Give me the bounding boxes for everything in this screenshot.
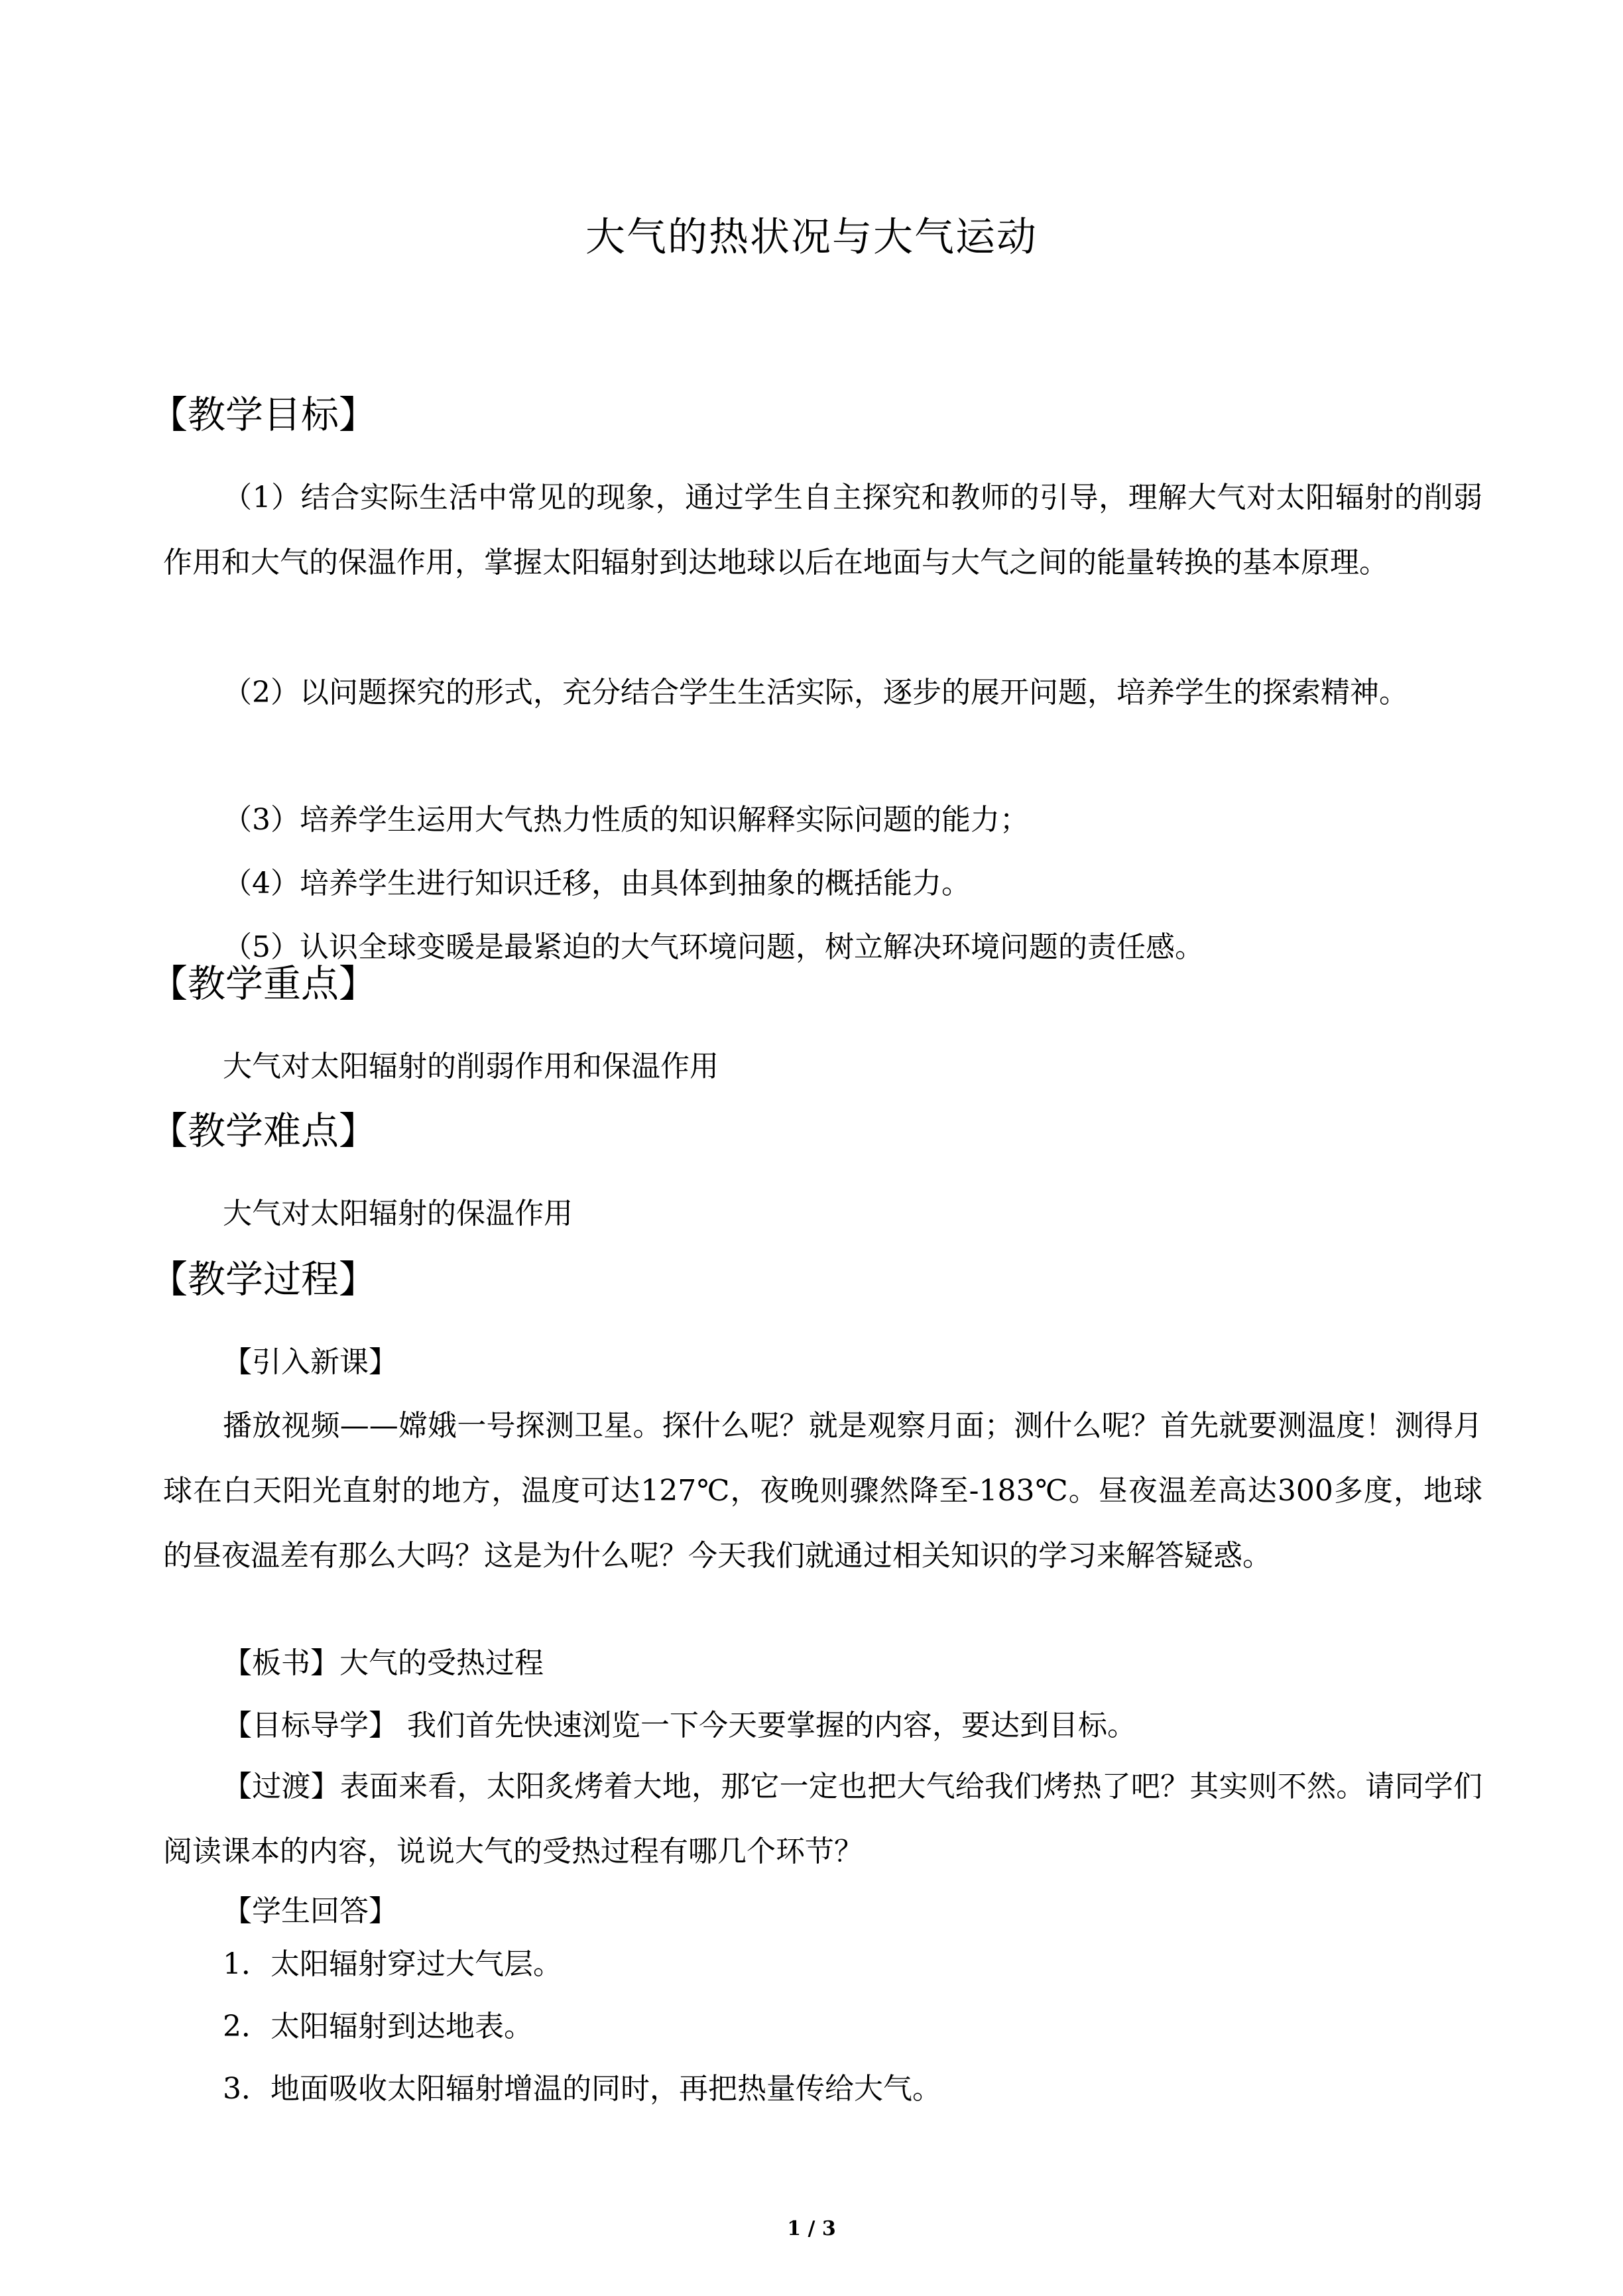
difficulties-heading: 【教学难点】 xyxy=(150,1109,377,1153)
transition-text: 【过渡】表面来看，太阳炙烤着大地，那它一定也把大气给我们烤热了吧？其实则不然。请同学们阅读课本的内容，说说大气的受热过程有哪几个环节？ xyxy=(163,1770,1482,1868)
objectives-heading: 【教学目标】 xyxy=(150,393,377,437)
objective-item-5: （5）认识全球变暖是最紧迫的大气环境问题，树立解决环境问题的责任感。 xyxy=(223,930,1204,964)
objective-item-1: （1）结合实际生活中常见的现象，通过学生自主探究和教师的引导，理解大气对太阳辐射的削弱作用和大气的保温作用，掌握太阳辐射到达地球以后在地面与大气之间的能量转换的基本原理。 xyxy=(163,481,1482,579)
intro-label: 【引入新课】 xyxy=(223,1345,398,1379)
page-number: 1 / 3 xyxy=(787,2217,836,2240)
objective-item-2: （2）以问题探究的形式，充分结合学生生活实际，逐步的展开问题，培养学生的探索精神。 xyxy=(223,676,1408,709)
intro-text: 播放视频——嫦娥一号探测卫星。探什么呢？就是观察月面；测什么呢？首先就要测温度！测得月球在白天阳光直射的地方，温度可达127℃，夜晚则骤然降至-183℃。昼夜温差高达300多度，地球的昼夜温差有那么大吗？这是为什么呢？今天我们就通过相关知识的学习来解答疑惑。 xyxy=(163,1409,1482,1573)
student-answer-label: 【学生回答】 xyxy=(223,1894,398,1928)
document-title: 大气的热状况与大气运动 xyxy=(585,214,1038,261)
process-heading: 【教学过程】 xyxy=(150,1258,377,1301)
objective-item-4: （4）培养学生进行知识迁移，由具体到抽象的概括能力。 xyxy=(223,867,971,900)
answer-item-3: 3．地面吸收太阳辐射增温的同时，再把热量传给大气。 xyxy=(223,2072,941,2106)
difficulties-text: 大气对太阳辐射的保温作用 xyxy=(223,1197,573,1231)
answer-item-2: 2．太阳辐射到达地表。 xyxy=(223,2010,533,2043)
key-points-text: 大气对太阳辐射的削弱作用和保温作用 xyxy=(223,1050,719,1083)
objective-item-3: （3）培养学生运用大气热力性质的知识解释实际问题的能力； xyxy=(223,803,1029,837)
answer-item-1: 1．太阳辐射穿过大气层。 xyxy=(223,1947,562,1981)
goal-guide: 【目标导学】 我们首先快速浏览一下今天要掌握的内容，要达到目标。 xyxy=(223,1709,1136,1742)
board-note: 【板书】大气的受热过程 xyxy=(223,1646,544,1680)
key-points-heading: 【教学重点】 xyxy=(150,962,377,1006)
